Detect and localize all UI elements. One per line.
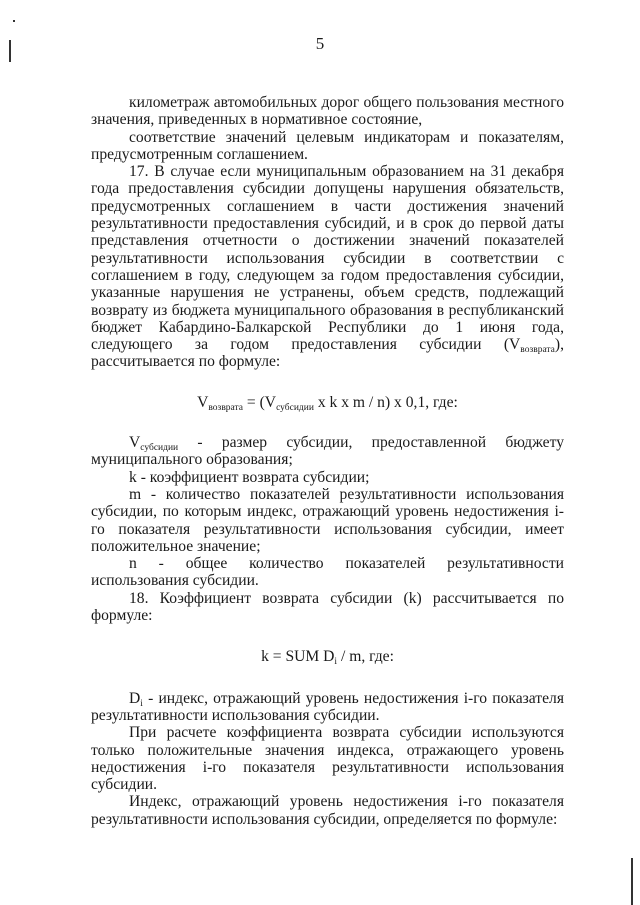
scan-mark-right (631, 858, 633, 905)
paragraph-compliance: соответствие значений целевым индикаторам и показателям, предусмотренным соглашением. (91, 128, 564, 163)
paragraph-positive-values: При расчете коэффициента возврата субсидии используются только положительные значения индекса, отражающего уровень недостижения i-го показателя результативности использования субсидии. (91, 724, 564, 794)
paragraph-index-formula: Индекс, отражающий уровень недостижения i-го показателя результативности использования субсидии, определяется по формуле: (91, 793, 564, 828)
paragraph-17: 17. В случае если муниципальным образованием на 31 декабря года предоставления субсидии допущены нарушения обязательств, предусмотренных соглашением в части достижения значений результативности предоставления субсидий, и в срок до первой даты представления отчетности о достижении значений показателей результативности использования субсидии в соответствии с соглашением в году, следующем за годом предоставления субсидии, указанные нарушения не устранены, объем средств, подлежащий возврату из бюджета муниципального образования в республиканский бюджет Кабардино-Балкарской Республики до 1 июня года, следующего за годом предоставления субсидии $(V_{возврата})$, рассчитывается по формуле: (91, 163, 564, 371)
paragraph-18: 18. Коэффициент возврата субсидии (k) рассчитывается по формуле: (91, 589, 564, 625)
scan-mark-dot (13, 20, 15, 22)
page-number: 5 (315, 34, 325, 53)
definition-di: $D_i$ - индекс, отражающий уровень недостижения i-го показателя результативности использования субсидии. (91, 689, 564, 724)
definition-v-subsidy: $V_{субсидии}$ - размер субсидии, предоставленной бюджету муниципального образования; (91, 434, 564, 469)
formula-return-coefficient: k = SUM $D_i$ / m, где: (261, 648, 394, 668)
paragraph-road-mileage: километраж автомобильных дорог общего пользования местного значения, приведенных в нормативное состояние, (91, 94, 564, 129)
formula-return-volume: $V_{возврата} = (V_{субсидии}$ x k x m / n) x 0,1, где: (197, 393, 458, 413)
definition-m: m - количество показателей результативности использования субсидии, по которым индекс, отражающий уровень недостижения i-го показателя результативности использования субсидии, имеет положительное значение; (91, 485, 564, 555)
definition-n: n - общее количество показателей результативности использования субсидии. (91, 555, 564, 590)
body-text (91, 94, 564, 828)
definition-k: k - коэффициент возврата субсидии; (129, 468, 370, 486)
